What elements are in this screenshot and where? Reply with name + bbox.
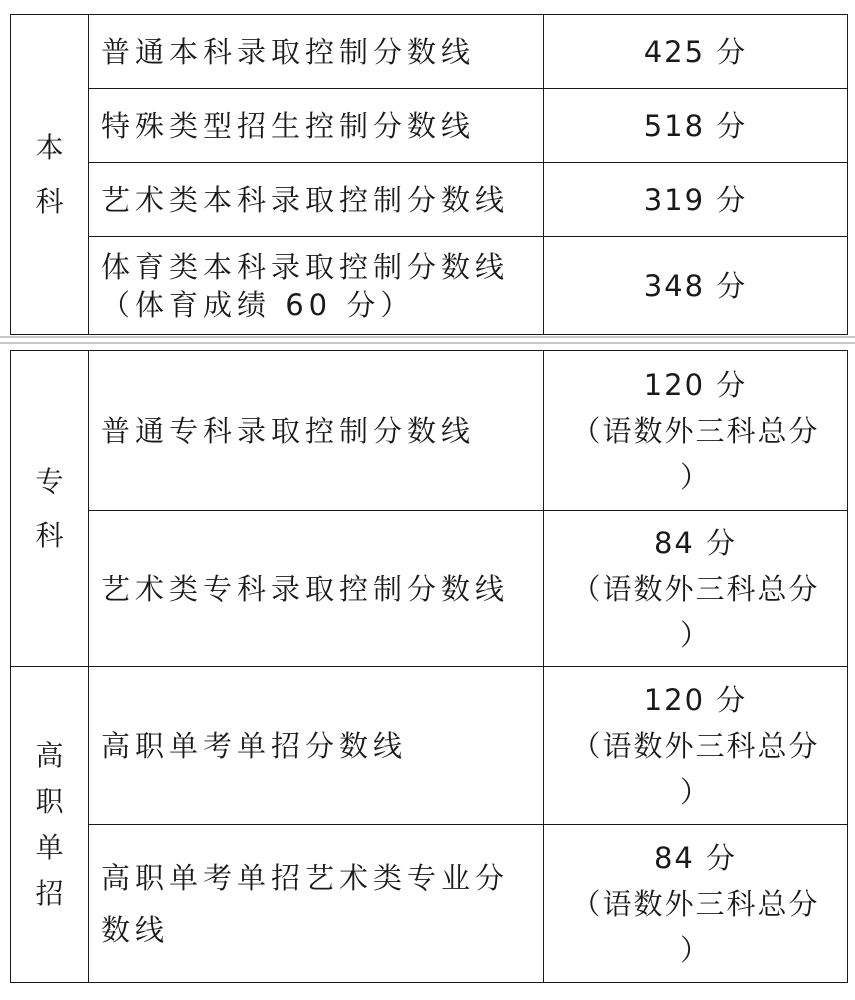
category-char: 本 <box>35 130 64 164</box>
row-name: 高职单考单招分数线 <box>89 667 544 825</box>
score-value: 120 分 <box>643 367 748 402</box>
row-score: 348 分 <box>544 237 848 335</box>
category-char: 科 <box>35 184 64 218</box>
table-row <box>11 163 848 237</box>
score-note-close: ） <box>679 459 711 494</box>
row-name: 普通专科录取控制分数线 <box>89 351 544 511</box>
score-value: 84 分 <box>653 840 738 875</box>
undergraduate-score-table <box>10 14 848 335</box>
section-divider <box>0 336 855 346</box>
row-name: 特殊类型招生控制分数线 <box>89 89 544 163</box>
category-char: 职 <box>35 784 64 818</box>
category-char: 科 <box>35 518 64 552</box>
table-row <box>11 511 848 667</box>
score-note-close: ） <box>679 617 711 652</box>
category-char: 高 <box>35 738 64 772</box>
score-value: 120 分 <box>643 682 748 717</box>
row-score: 319 分 <box>544 163 848 237</box>
score-note-close: ） <box>679 932 711 967</box>
row-name-line: 体育类本科录取控制分数线 <box>101 249 510 284</box>
score-note-close: ） <box>679 774 711 809</box>
row-score: 518 分 <box>544 89 848 163</box>
score-note: （语数外三科总分 <box>571 886 820 921</box>
category-char: 专 <box>35 464 64 498</box>
category-char: 单 <box>35 830 64 864</box>
score-note: （语数外三科总分 <box>571 571 820 606</box>
row-score: 425 分 <box>544 15 848 89</box>
college-score-table <box>10 350 848 983</box>
row-name: 高职单考单招艺术类专业分数线 <box>89 825 544 983</box>
row-name <box>89 237 544 335</box>
table-row <box>11 667 848 825</box>
row-name: 普通本科录取控制分数线 <box>89 15 544 89</box>
category-cell-benke <box>11 15 89 335</box>
category-cell-gaozhi <box>11 667 89 983</box>
row-score <box>544 351 848 511</box>
table-row <box>11 15 848 89</box>
row-name-line: （体育成绩 60 分） <box>101 287 415 322</box>
row-score <box>544 511 848 667</box>
table-row <box>11 89 848 163</box>
row-score <box>544 667 848 825</box>
score-note: （语数外三科总分 <box>571 728 820 763</box>
table-row <box>11 237 848 335</box>
score-note: （语数外三科总分 <box>571 413 820 448</box>
category-cell-zhuanke <box>11 351 89 667</box>
row-score <box>544 825 848 983</box>
row-name: 艺术类专科录取控制分数线 <box>89 511 544 667</box>
table-row <box>11 351 848 511</box>
category-char: 招 <box>35 876 64 910</box>
score-value: 84 分 <box>653 525 738 560</box>
row-name: 艺术类本科录取控制分数线 <box>89 163 544 237</box>
table-row <box>11 825 848 983</box>
